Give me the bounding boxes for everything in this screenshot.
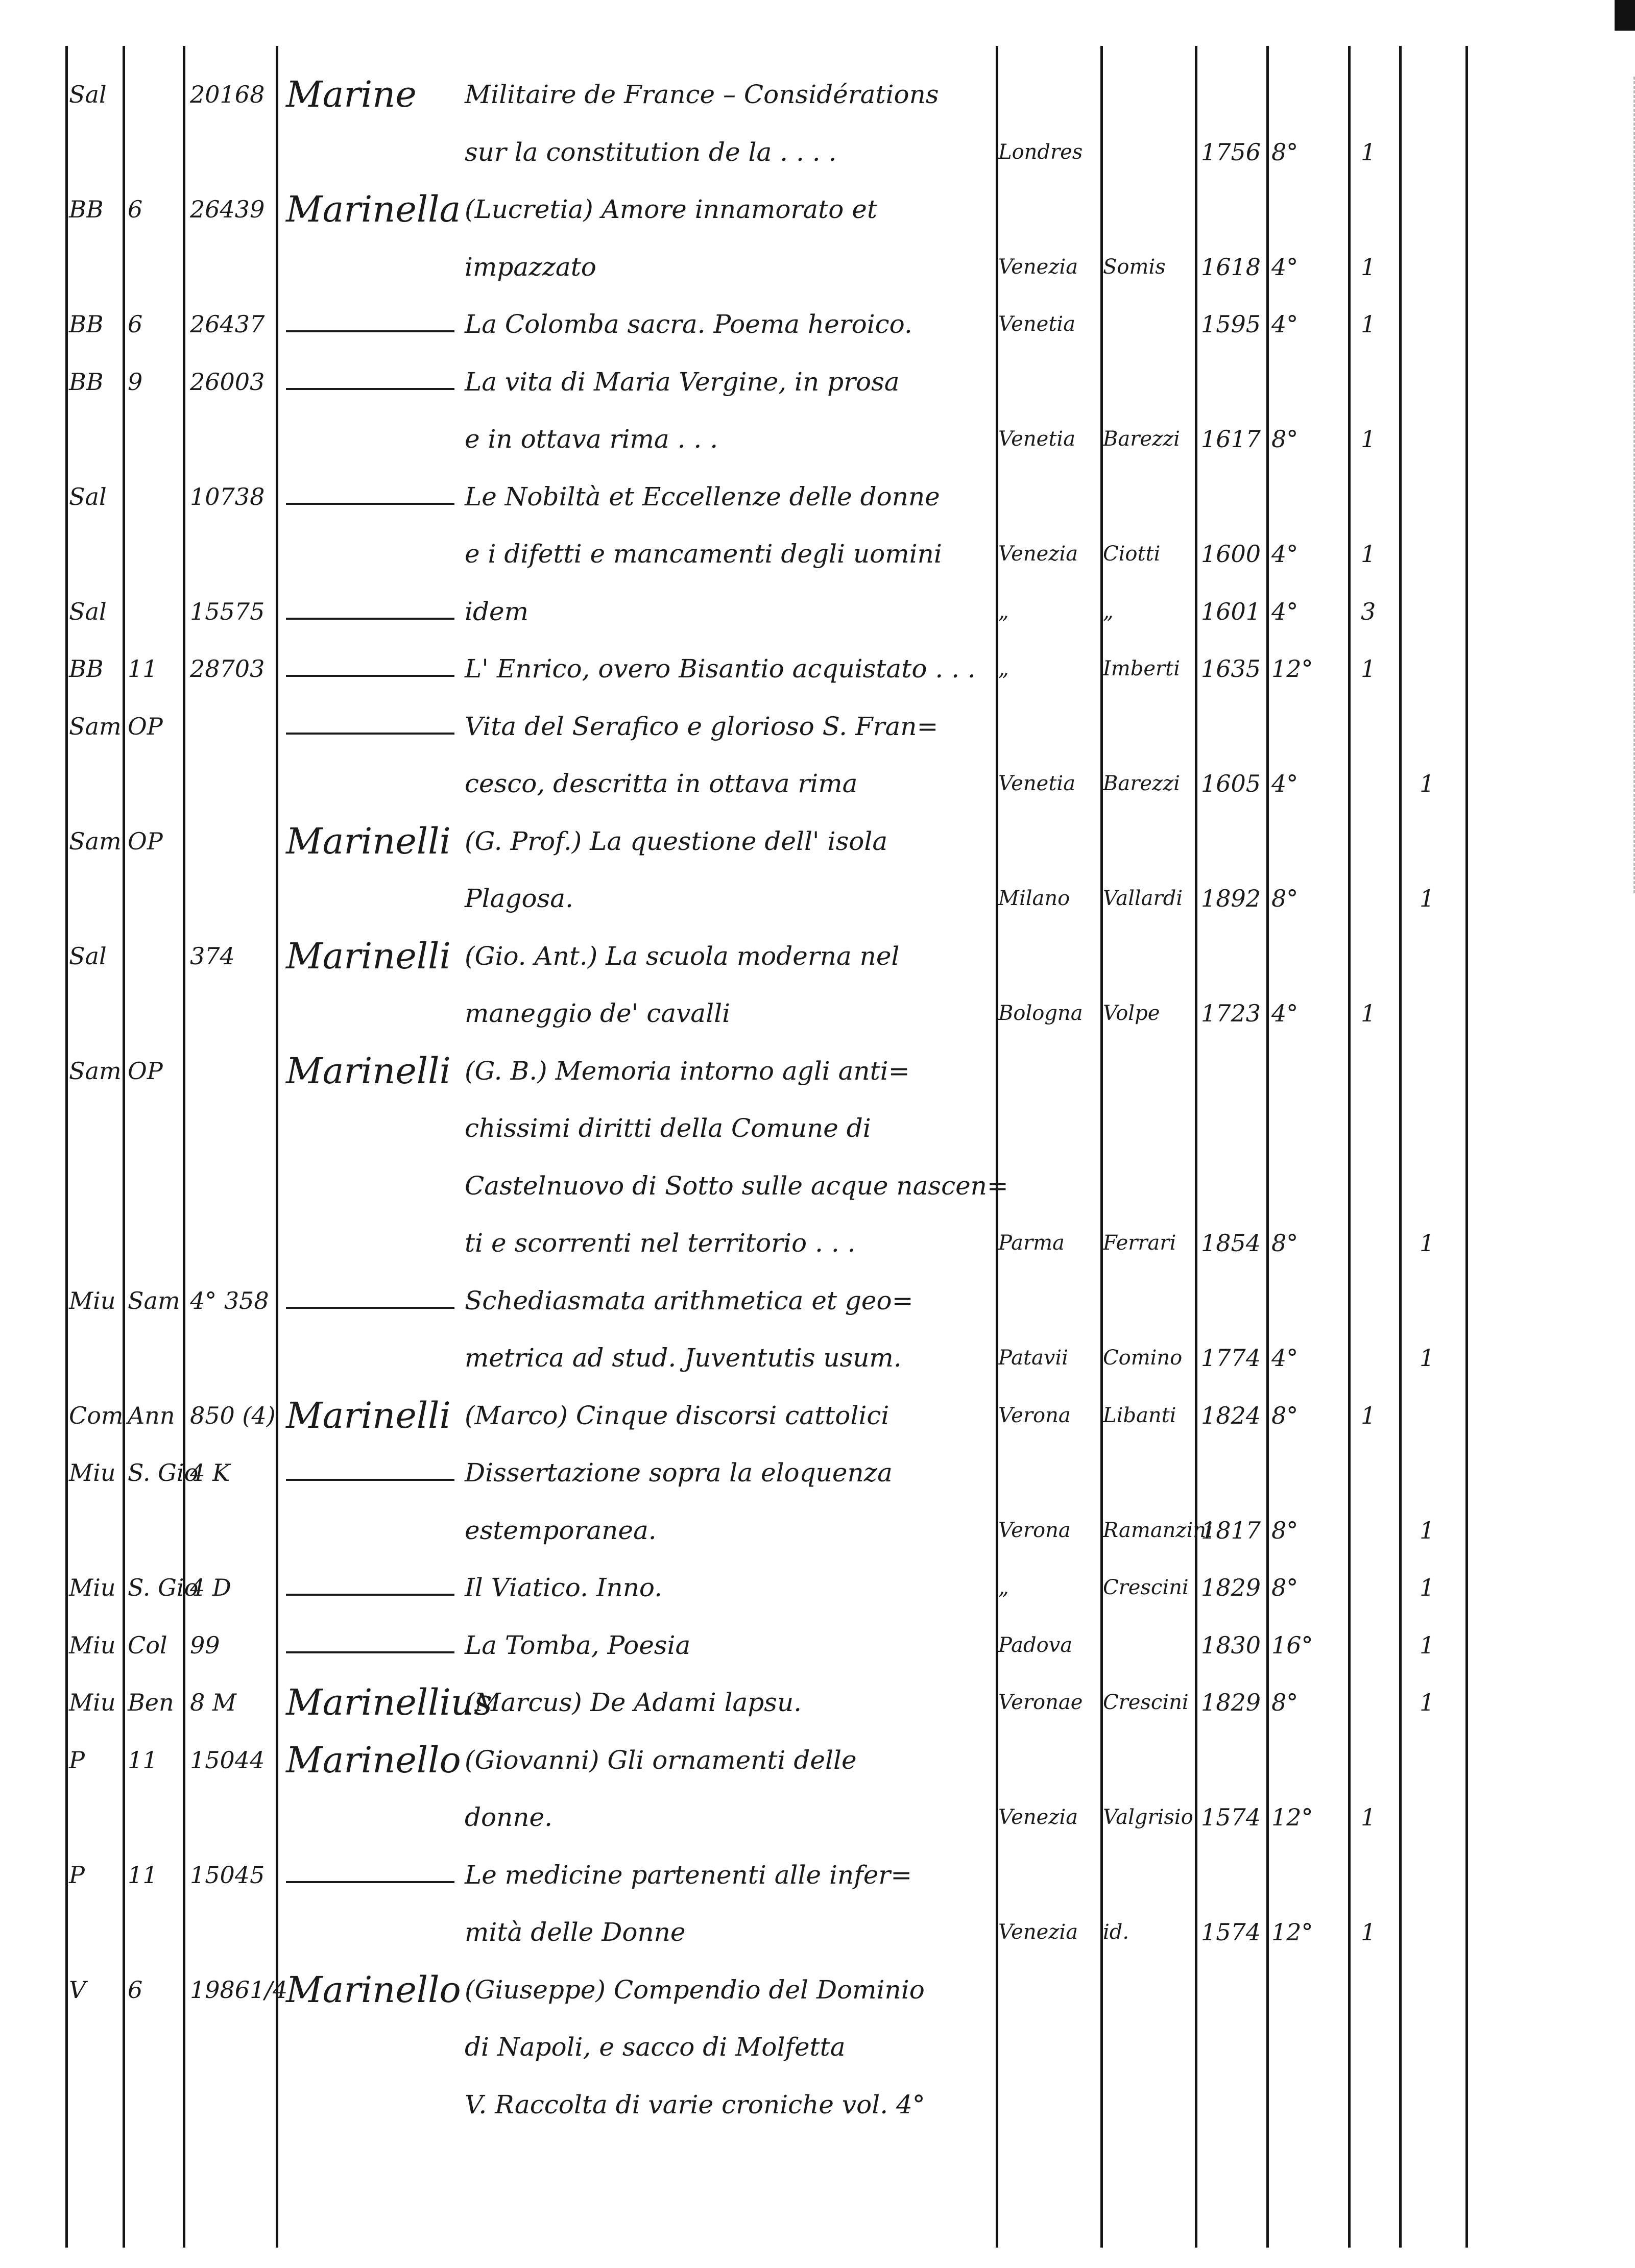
publisher-cell: Ramanzini (1103, 1518, 1213, 1542)
shelf-number-cell: 19861/4 (190, 1976, 288, 2004)
catalog-row (0, 471, 1635, 522)
shelf-number-cell: 28703 (190, 655, 265, 682)
format-cell: 8° (1271, 1401, 1299, 1429)
ditto-dash (286, 1881, 454, 1883)
place-cell: Venezia (998, 1920, 1078, 1944)
author-heading: Marinelli (286, 820, 451, 862)
title-cell: L' Enrico, overo Bisantio acquistato . . . (465, 654, 976, 684)
publisher-cell: Crescini (1103, 1691, 1189, 1714)
section-cell: 6 (128, 310, 143, 338)
title-cell: e i difetti e mancamenti degli uomini (465, 539, 942, 569)
shelf-number-cell: 15045 (190, 1861, 265, 1889)
title-cell: Militaire de France – Considérations (465, 80, 939, 109)
catalog-row (0, 1849, 1635, 1900)
author-heading: Marine (286, 74, 417, 115)
place-cell: Venezia (998, 255, 1078, 279)
title-cell: impazzato (465, 252, 596, 282)
copies-cell: 1 (1420, 1516, 1435, 1544)
ditto-dash (286, 503, 454, 505)
year-cell: 1574 (1201, 1803, 1261, 1831)
title-cell: Il Viatico. Inno. (465, 1573, 663, 1602)
ditto-dash (286, 330, 454, 332)
catalog-row (0, 1160, 1635, 1211)
place-cell: Veronae (998, 1691, 1083, 1714)
catalog-row (0, 2021, 1635, 2072)
volumes-cell: 1 (1361, 425, 1376, 453)
place-cell: Patavii (998, 1346, 1069, 1370)
section-cell: S. Gio (128, 1574, 199, 1601)
copies-cell: 1 (1420, 770, 1435, 797)
year-cell: 1600 (1201, 540, 1261, 568)
author-heading: Marinelli (286, 935, 451, 977)
location-cell: BB (69, 196, 104, 223)
publisher-cell: Volpe (1103, 1002, 1160, 1025)
section-cell: Sam (128, 1286, 180, 1314)
place-cell: Venetia (998, 312, 1076, 336)
shelf-number-cell: 26003 (190, 368, 265, 396)
title-cell: ti e scorrenti nel territorio . . . (465, 1228, 856, 1258)
author-heading: Marinella (286, 188, 461, 230)
section-cell: 6 (128, 1976, 143, 2004)
volumes-cell: 1 (1361, 310, 1376, 338)
author-heading: Marinelli (286, 1394, 451, 1436)
location-cell: Com (69, 1401, 124, 1429)
catalog-row (0, 1677, 1635, 1728)
shelf-number-cell: 26439 (190, 196, 265, 223)
place-cell: Verona (998, 1403, 1071, 1427)
location-cell: Miu (69, 1689, 116, 1716)
format-cell: 4° (1271, 597, 1299, 625)
title-cell: maneggio de' cavalli (465, 998, 731, 1028)
catalog-row (0, 1390, 1635, 1441)
author-heading: Marinello (286, 1739, 461, 1781)
title-cell: Plagosa. (465, 884, 573, 913)
title-cell: V. Raccolta di varie croniche vol. 4° (465, 2089, 925, 2119)
catalog-row (0, 413, 1635, 465)
shelf-number-cell: 4 D (190, 1574, 231, 1601)
copies-cell: 1 (1420, 885, 1435, 912)
place-cell: Venezia (998, 1806, 1078, 1829)
shelf-number-cell: 4 K (190, 1459, 230, 1486)
publisher-cell: Ferrari (1103, 1231, 1176, 1255)
place-cell: Venezia (998, 542, 1078, 566)
catalog-row (0, 758, 1635, 809)
catalog-row (0, 1103, 1635, 1154)
year-cell: 1595 (1201, 310, 1261, 338)
publisher-cell: Barezzi (1103, 772, 1180, 795)
section-cell: 11 (128, 1861, 158, 1889)
title-cell: metrica ad stud. Juventutis usum. (465, 1343, 902, 1373)
catalog-row (0, 931, 1635, 982)
format-cell: 8° (1271, 885, 1299, 912)
format-cell: 16° (1271, 1631, 1313, 1659)
location-cell: Miu (69, 1459, 116, 1486)
format-cell: 12° (1271, 1918, 1313, 1946)
location-cell: P (69, 1861, 85, 1889)
year-cell: 1618 (1201, 253, 1261, 281)
year-cell: 1830 (1201, 1631, 1261, 1659)
title-cell: (Gio. Ant.) La scuola moderna nel (465, 941, 900, 971)
location-cell: Miu (69, 1286, 116, 1314)
location-cell: BB (69, 310, 104, 338)
title-cell: (Marco) Cinque discorsi cattolici (465, 1400, 889, 1430)
location-cell: Sam (69, 1057, 122, 1085)
volumes-cell: 1 (1361, 999, 1376, 1027)
shelf-number-cell: 850 (4) (190, 1401, 276, 1429)
format-cell: 8° (1271, 1516, 1299, 1544)
catalog-row (0, 299, 1635, 350)
section-cell: 11 (128, 1746, 158, 1774)
publisher-cell: „ (1103, 599, 1114, 623)
title-cell: (G. B.) Memoria intorno agli anti= (465, 1056, 910, 1086)
year-cell: 1892 (1201, 885, 1261, 912)
year-cell: 1829 (1201, 1689, 1261, 1716)
place-cell: Venetia (998, 772, 1076, 795)
ditto-dash (286, 1479, 454, 1481)
format-cell: 12° (1271, 1803, 1313, 1831)
title-cell: e in ottava rima . . . (465, 424, 718, 454)
shelf-number-cell: 374 (190, 942, 235, 970)
publisher-cell: Barezzi (1103, 427, 1180, 451)
format-cell: 12° (1271, 655, 1313, 682)
catalog-row (0, 528, 1635, 579)
place-cell: Parma (998, 1231, 1065, 1255)
shelf-number-cell: 99 (190, 1631, 220, 1659)
title-cell: idem (465, 596, 528, 626)
year-cell: 1829 (1201, 1574, 1261, 1601)
place-cell: „ (998, 1576, 1009, 1599)
shelf-number-cell: 4° 358 (190, 1286, 269, 1314)
year-cell: 1601 (1201, 597, 1261, 625)
publisher-cell: Comino (1103, 1346, 1183, 1370)
catalog-row (0, 241, 1635, 292)
author-heading: Marinellius (286, 1681, 492, 1723)
author-heading: Marinelli (286, 1050, 451, 1092)
catalog-row (0, 69, 1635, 120)
section-cell: OP (128, 1057, 163, 1085)
catalog-row (0, 1620, 1635, 1671)
publisher-cell: Imberti (1103, 657, 1180, 680)
title-cell: (Giuseppe) Compendio del Dominio (465, 1974, 925, 2005)
format-cell: 8° (1271, 138, 1299, 166)
catalog-row (0, 1735, 1635, 1786)
shelf-number-cell: 20168 (190, 81, 265, 108)
publisher-cell: Valgrisio (1103, 1806, 1193, 1829)
title-cell: cesco, descritta in ottava rima (465, 769, 858, 798)
volumes-cell: 1 (1361, 1401, 1376, 1429)
place-cell: „ (998, 657, 1009, 680)
shelf-number-cell: 8 M (190, 1689, 236, 1716)
catalog-row (0, 2079, 1635, 2130)
ditto-dash (286, 1307, 454, 1309)
volumes-cell: 1 (1361, 540, 1376, 568)
catalog-row (0, 356, 1635, 407)
format-cell: 4° (1271, 253, 1299, 281)
author-heading: Marinello (286, 1968, 461, 2011)
catalog-row (0, 1045, 1635, 1096)
ditto-dash (286, 1594, 454, 1596)
place-cell: Venetia (998, 427, 1076, 451)
catalog-row (0, 873, 1635, 924)
catalog-row (0, 1447, 1635, 1498)
section-cell: 11 (128, 655, 158, 682)
title-cell: mità delle Donne (465, 1917, 686, 1947)
year-cell: 1854 (1201, 1229, 1261, 1257)
catalog-row (0, 643, 1635, 694)
catalog-row (0, 1217, 1635, 1269)
place-cell: Milano (998, 887, 1070, 910)
catalog-row (0, 1505, 1635, 1556)
year-cell: 1635 (1201, 655, 1261, 682)
copies-cell: 1 (1420, 1574, 1435, 1601)
copies-cell: 1 (1420, 1229, 1435, 1257)
year-cell: 1774 (1201, 1344, 1261, 1372)
volumes-cell: 1 (1361, 253, 1376, 281)
catalog-row (0, 816, 1635, 867)
catalog-row (0, 988, 1635, 1039)
catalog-row (0, 1964, 1635, 2015)
publisher-cell: Libanti (1103, 1403, 1176, 1427)
title-cell: Le medicine partenenti alle infer= (465, 1860, 912, 1890)
section-cell: OP (128, 827, 163, 855)
section-cell: S. Gio (128, 1459, 199, 1486)
location-cell: Sal (69, 81, 107, 108)
title-cell: Castelnuovo di Sotto sulle acque nascen= (465, 1170, 1008, 1201)
page-edge-mark (1615, 0, 1635, 31)
catalog-row (0, 1562, 1635, 1613)
volumes-cell: 3 (1361, 597, 1376, 625)
location-cell: P (69, 1746, 85, 1774)
ditto-dash (286, 675, 454, 677)
location-cell: BB (69, 655, 104, 682)
volumes-cell: 1 (1361, 1918, 1376, 1946)
year-cell: 1723 (1201, 999, 1261, 1027)
location-cell: Sal (69, 482, 107, 510)
copies-cell: 1 (1420, 1689, 1435, 1716)
ditto-dash (286, 733, 454, 735)
title-cell: chissimi diritti della Comune di (465, 1113, 871, 1143)
title-cell: (Lucretia) Amore innamorato et (465, 194, 877, 224)
format-cell: 4° (1271, 540, 1299, 568)
title-cell: La vita di Maria Vergine, in prosa (465, 367, 900, 397)
ditto-dash (286, 388, 454, 390)
catalog-row (0, 1907, 1635, 1958)
catalog-row (0, 184, 1635, 235)
publisher-cell: Vallardi (1103, 887, 1183, 910)
location-cell: Miu (69, 1574, 116, 1601)
year-cell: 1574 (1201, 1918, 1261, 1946)
volumes-cell: 1 (1361, 138, 1376, 166)
title-cell: estemporanea. (465, 1515, 657, 1545)
place-cell: Londres (998, 140, 1083, 164)
location-cell: Sal (69, 597, 107, 625)
title-cell: La Colomba sacra. Poema heroico. (465, 309, 912, 339)
copies-cell: 1 (1420, 1344, 1435, 1372)
catalog-row (0, 127, 1635, 178)
place-cell: „ (998, 599, 1009, 623)
catalog-row (0, 1332, 1635, 1383)
format-cell: 4° (1271, 999, 1299, 1027)
title-cell: (Marcus) De Adami lapsu. (465, 1688, 802, 1717)
section-cell: 9 (128, 368, 143, 396)
publisher-cell: Somis (1103, 255, 1166, 279)
shelf-number-cell: 26437 (190, 310, 265, 338)
format-cell: 4° (1271, 310, 1299, 338)
location-cell: Sam (69, 827, 122, 855)
format-cell: 8° (1271, 1689, 1299, 1716)
year-cell: 1817 (1201, 1516, 1261, 1544)
ditto-dash (286, 1651, 454, 1653)
location-cell: Sam (69, 712, 122, 740)
publisher-cell: Crescini (1103, 1576, 1189, 1599)
format-cell: 4° (1271, 770, 1299, 797)
title-cell: (Giovanni) Gli ornamenti delle (465, 1745, 857, 1775)
title-cell: (G. Prof.) La questione dell' isola (465, 826, 888, 856)
title-cell: Vita del Serafico e glorioso S. Fran= (465, 711, 939, 741)
title-cell: Le Nobiltà et Eccellenze delle donne (465, 481, 940, 511)
title-cell: Schediasmata arithmetica et geo= (465, 1285, 913, 1315)
location-cell: Sal (69, 942, 107, 970)
section-cell: Ben (128, 1689, 174, 1716)
shelf-number-cell: 15575 (190, 597, 265, 625)
format-cell: 8° (1271, 1574, 1299, 1601)
shelf-number-cell: 15044 (190, 1746, 265, 1774)
title-cell: donne. (465, 1802, 552, 1832)
year-cell: 1824 (1201, 1401, 1261, 1429)
format-cell: 8° (1271, 1229, 1299, 1257)
place-cell: Padova (998, 1633, 1073, 1657)
title-cell: sur la constitution de la . . . . (465, 137, 837, 167)
section-cell: Ann (128, 1401, 175, 1429)
year-cell: 1605 (1201, 770, 1261, 797)
section-cell: Col (128, 1631, 167, 1659)
title-cell: di Napoli, e sacco di Molfetta (465, 2032, 846, 2062)
format-cell: 4° (1271, 1344, 1299, 1372)
title-cell: La Tomba, Poesia (465, 1630, 691, 1660)
volumes-cell: 1 (1361, 1803, 1376, 1831)
catalog-row (0, 1275, 1635, 1326)
place-cell: Bologna (998, 1002, 1083, 1025)
publisher-cell: id. (1103, 1920, 1129, 1944)
ditto-dash (286, 618, 454, 620)
shelf-number-cell: 10738 (190, 482, 265, 510)
location-cell: V (69, 1976, 86, 2004)
format-cell: 8° (1271, 425, 1299, 453)
section-cell: 6 (128, 196, 143, 223)
catalog-row (0, 586, 1635, 637)
catalog-row (0, 701, 1635, 752)
catalog-row (0, 1792, 1635, 1843)
location-cell: Miu (69, 1631, 116, 1659)
title-cell: Dissertazione sopra la eloquenza (465, 1458, 893, 1487)
location-cell: BB (69, 368, 104, 396)
place-cell: Verona (998, 1518, 1071, 1542)
copies-cell: 1 (1420, 1631, 1435, 1659)
volumes-cell: 1 (1361, 655, 1376, 682)
section-cell: OP (128, 712, 163, 740)
year-cell: 1756 (1201, 138, 1261, 166)
publisher-cell: Ciotti (1103, 542, 1161, 566)
year-cell: 1617 (1201, 425, 1261, 453)
